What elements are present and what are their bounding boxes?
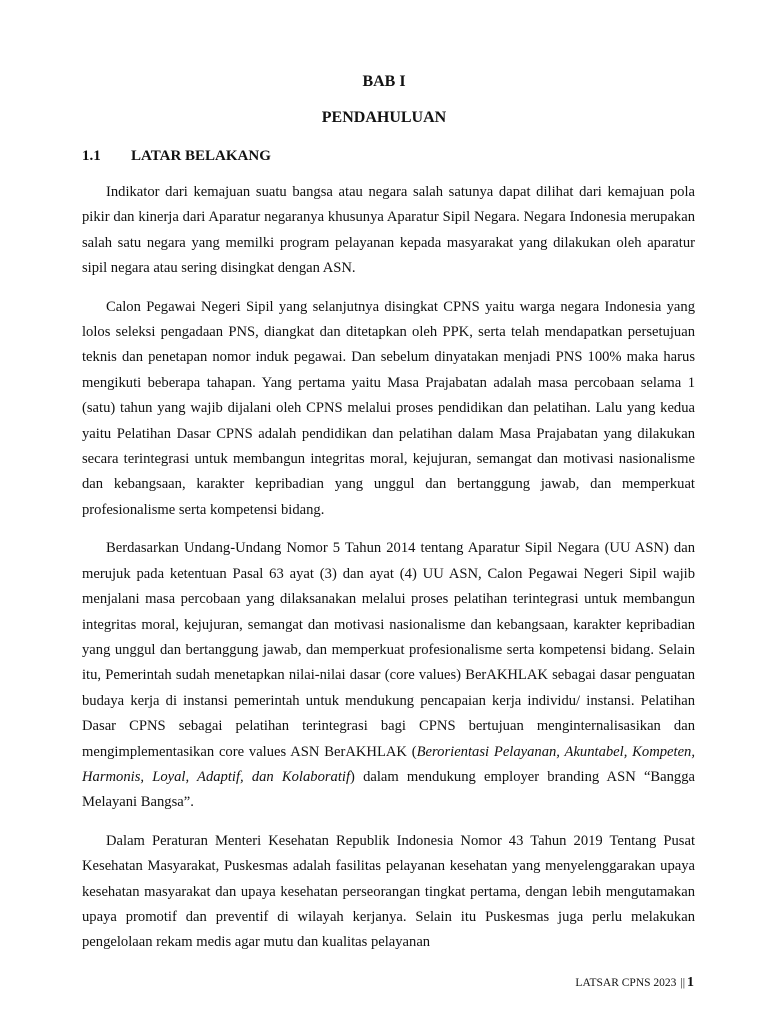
section-heading xyxy=(82,146,271,166)
chapter-number: BAB I xyxy=(362,73,406,90)
page-footer xyxy=(575,975,694,991)
paragraph-3-text-start: Berdasarkan Undang-Undang Nomor 5 Tahun 2014 tentang Aparatur Sipil Negara (UU ASN) dan merujuk pada ketentuan Pasal 63 ayat (3) dan ayat (4) UU ASN, Calon Pegawai Negeri Sipil wajib menjalani masa percobaan yang dilaksanakan melalui proses pelatihan terintegrasi untuk membangun integritas moral, kejujuran, semangat dan motivasi nasionalisme dan kebangsaan, karakter kepribadian yang unggul dan bertanggung jawab, dan memperkuat profesionalisme serta kompetensi bidang. Selain itu, Pemerintah sudah menetapkan nilai-nilai dasar (core values) BerAKHLAK sebagai dasar penguatan budaya kerja di instansi pemerintah untuk mendukung pencapaian kerja individu/ instansi. Pelatihan Dasar CPNS sebagai pelatihan terintegrasi bagi CPNS bertujuan menginternalisasikan dan mengimplementasikan core values ASN BerAKHLAK ( xyxy=(82,540,695,760)
section-number: 1.1 xyxy=(82,148,101,164)
paragraph-2: Calon Pegawai Negeri Sipil yang selanjutnya disingkat CPNS yaitu warga negara Indonesia yang lolos seleksi pengadaan PNS, diangkat dan ditetapkan oleh PPK, serta telah mendapatkan persetujuan teknis dan penetapan nomor induk pegawai. Dan sebelum dinyatakan menjadi PNS 100% maka harus mengikuti beberapa tahapan. Yang pertama yaitu Masa Prajabatan adalah masa percobaan selama 1 (satu) tahun yang wajib dijalani oleh CPNS melalui proses pendidikan dan pelatihan. Lalu yang kedua yaitu Pelatihan Dasar CPNS adalah pendidikan dan pelatihan dalam Masa Prajabatan yang dilakukan secara terintegrasi untuk membangun integritas moral, kejujuran, semangat dan motivasi nasionalisme dan kebangsaan, karakter kepribadian yang unggul dan bertanggung jawab, dan memperkuat profesionalisme serta kompetensi bidang. xyxy=(82,298,695,518)
paragraph-3 xyxy=(82,536,695,815)
section-title: LATAR BELAKANG xyxy=(131,148,271,164)
paragraph-3-text-end: ) dalam mendukung employer branding ASN “Bangga Melayani Bangsa”. xyxy=(82,768,695,811)
paragraph-4: Dalam Peraturan Menteri Kesehatan Republik Indonesia Nomor 43 Tahun 2019 Tentang Pusat Kesehatan Masyarakat, Puskesmas adalah fasilitas pelayanan kesehatan yang menyelenggarakan upaya kesehatan masyarakat dan upaya kesehatan perseorangan tingkat pertama, dengan lebih mengutamakan upaya promotif dan preventif di wilayah kerjanya. Selain itu Puskesmas juga perlu melakukan pengelolaan rekam medis agar mutu dan kualitas pelayanan xyxy=(82,832,695,951)
chapter-title: PENDAHULUAN xyxy=(321,109,447,126)
footer-separator: || xyxy=(680,977,685,989)
footer-label: LATSAR CPNS 2023 xyxy=(575,977,677,989)
berakhlak-values-italic: Berorientasi Pelayanan, Akuntabel, Kompeten, Harmonis, Loyal, Adaptif, dan Kolaboratif xyxy=(82,743,696,785)
body-text xyxy=(82,180,695,969)
page-number: 1 xyxy=(687,975,694,990)
paragraph-1: Indikator dari kemajuan suatu bangsa atau negara salah satunya dapat dilihat dari kemajuan pola pikir dan kinerja dari Aparatur negaranya khusunya Aparatur Sipil Negara. Negara Indonesia merupakan salah satu negara yang memilki program pelayanan kepada masyarakat yang dilakukan oleh aparatur sipil negara atau sering disingkat dengan ASN. xyxy=(82,184,695,277)
